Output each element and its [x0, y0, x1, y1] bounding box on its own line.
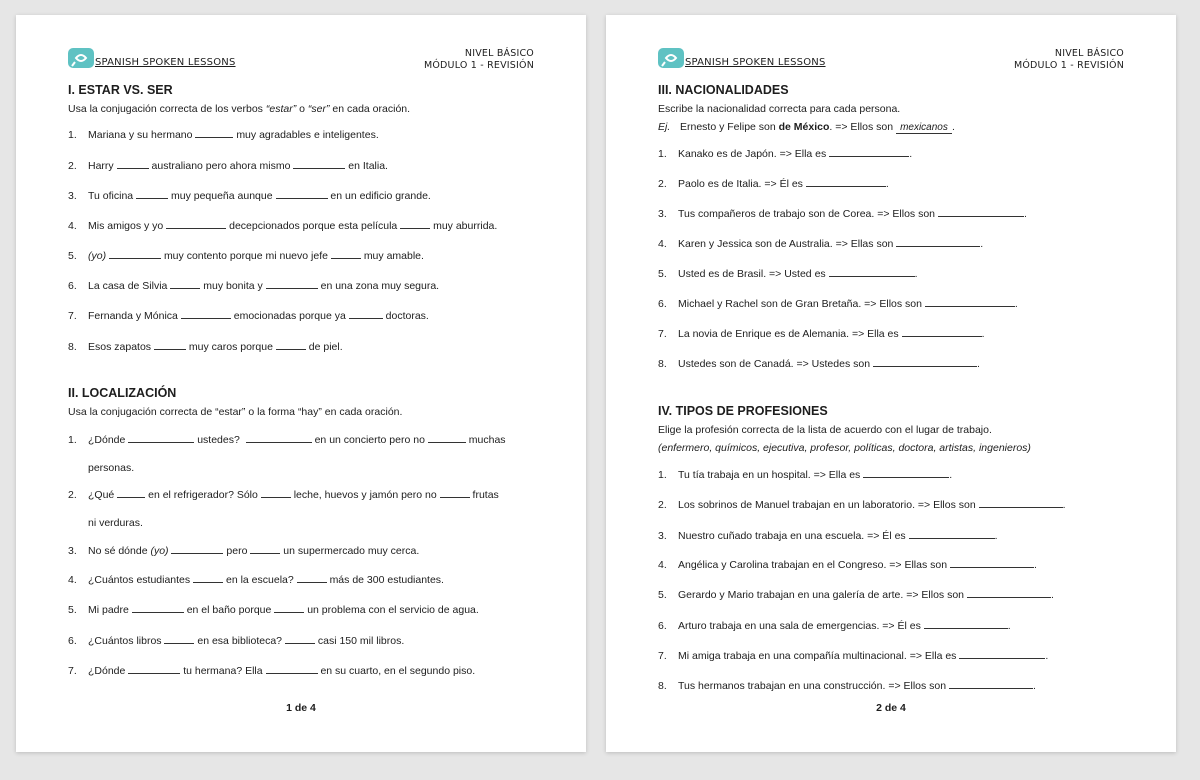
- section-title: IV. TIPOS DE PROFESIONES: [658, 404, 828, 418]
- question-text: en esa biblioteca?: [197, 635, 283, 647]
- question-item: [68, 159, 388, 172]
- question-text: Angélica y Carolina trabajan en el Congreso. => Ellas son: [678, 559, 948, 571]
- question-text: tu hermana? Ella: [183, 665, 263, 677]
- question-number: 2.: [68, 489, 77, 501]
- page-number: 1 de 4: [286, 702, 316, 714]
- question-number: 7.: [68, 310, 77, 322]
- question-text: casi 150 mil libros.: [317, 635, 405, 647]
- question-item: [68, 664, 475, 677]
- question-number: 3.: [658, 208, 667, 220]
- question-number: 6.: [68, 635, 77, 647]
- instr-text: “estar”: [265, 103, 297, 115]
- answer-blank[interactable]: [331, 249, 361, 259]
- section-title: I. ESTAR VS. SER: [68, 83, 173, 97]
- question-text: muy amable.: [363, 250, 424, 262]
- question-item: 5. Gerardo y Mario trabajan en una galería de arte. => Ellos son .: [658, 589, 1054, 601]
- question-text: en su cuarto, en el segundo piso.: [320, 665, 476, 677]
- answer-blank[interactable]: [829, 147, 909, 157]
- answer-blank[interactable]: [400, 219, 430, 229]
- answer-blank[interactable]: [171, 544, 223, 554]
- answer-blank[interactable]: [902, 327, 982, 337]
- question-text: un supermercado muy cerca.: [283, 545, 420, 557]
- question-text: ¿Cuántos estudiantes: [88, 574, 191, 586]
- answer-blank[interactable]: [806, 177, 886, 187]
- question-text: Michael y Rachel son de Gran Bretaña. => Ellos son: [678, 298, 922, 310]
- question-number: 1.: [658, 148, 667, 160]
- section-instructions: Usa la conjugación correcta de “estar” o la forma “hay” en cada oración.: [68, 406, 403, 418]
- question-item: [68, 634, 404, 647]
- question-text: muy aburrida.: [433, 220, 498, 232]
- question-number: 1.: [68, 129, 77, 141]
- question-number: 2.: [658, 178, 667, 190]
- question-text: Nuestro cuñado trabaja en una escuela. => Él es: [678, 530, 906, 542]
- question-item: [68, 128, 379, 141]
- question-item: [68, 249, 424, 262]
- question-text: Karen y Jessica son de Australia. => Ellas son: [678, 238, 894, 250]
- instr-text: Usa la conjugación correcta de los verbos: [68, 103, 266, 115]
- answer-blank[interactable]: [109, 249, 161, 259]
- question-item: [68, 219, 497, 232]
- question-text: No sé dónde: [88, 545, 148, 557]
- question-text: doctoras.: [385, 310, 429, 322]
- question-text: muy pequeña aunque: [170, 190, 273, 202]
- answer-blank[interactable]: [276, 189, 328, 199]
- question-item: 3. Tus compañeros de trabajo son de Corea. => Ellos son .: [658, 208, 1027, 220]
- question-text: Mis amigos y yo: [88, 220, 164, 232]
- answer-blank[interactable]: [117, 488, 145, 498]
- section-title: II. LOCALIZACIÓN: [68, 386, 177, 400]
- question-number: 2.: [68, 160, 77, 172]
- question-item: [68, 573, 444, 586]
- level-label: NIVEL BÁSICO: [464, 48, 534, 59]
- answer-blank[interactable]: [285, 634, 315, 644]
- question-text: Arturo trabaja en una sala de emergencias. => Él es: [678, 620, 921, 632]
- answer-blank[interactable]: [128, 664, 180, 674]
- question-text: en un concierto pero no: [314, 434, 425, 446]
- question-number: 5.: [68, 250, 77, 262]
- question-item: [68, 279, 439, 292]
- question-text: en el refrigerador? Sólo: [148, 489, 258, 501]
- answer-blank[interactable]: [949, 679, 1033, 689]
- question-text: (yo): [150, 545, 169, 557]
- answer-blank[interactable]: [193, 573, 223, 583]
- question-text: frutas: [472, 489, 499, 501]
- answer-blank[interactable]: [274, 603, 304, 613]
- question-number: 7.: [658, 328, 667, 340]
- question-number: 5.: [68, 604, 77, 616]
- question-text: en el baño porque: [186, 604, 272, 616]
- answer-blank[interactable]: [195, 128, 233, 138]
- profession-options: (enfermero, químicos, ejecutiva, profesor, políticas, doctora, artistas, ingenieros): [658, 442, 1031, 454]
- question-item: [68, 433, 506, 446]
- question-item: 6. Arturo trabaja en una sala de emergencias. => Él es .: [658, 620, 1011, 632]
- question-text: pero: [226, 545, 248, 557]
- question-text: Mi padre: [88, 604, 129, 616]
- question-text: muy contento porque mi nuevo jefe: [163, 250, 328, 262]
- worksheet-page-1: [16, 15, 586, 752]
- answer-blank[interactable]: [428, 433, 466, 443]
- question-number: 8.: [68, 341, 77, 353]
- question-text: un problema con el servicio de agua.: [307, 604, 479, 616]
- question-number: 3.: [658, 530, 667, 542]
- example-text: . => Ellos son: [829, 121, 894, 133]
- question-number: 5.: [658, 589, 667, 601]
- question-continuation: personas.: [88, 462, 135, 474]
- question-text: Ustedes son de Canadá. => Ustedes son: [678, 358, 871, 370]
- answer-blank[interactable]: [297, 573, 327, 583]
- instr-text: en cada oración.: [329, 103, 411, 115]
- question-text: Fernanda y Mónica: [88, 310, 178, 322]
- answer-blank[interactable]: [293, 159, 345, 169]
- example-item: Ej. Ernesto y Felipe son de México. => Ellos son mexicanos .: [658, 121, 955, 133]
- section-instructions: Escribe la nacionalidad correcta para cada persona.: [658, 103, 901, 115]
- page-number: 2 de 4: [876, 702, 906, 714]
- answer-blank[interactable]: [132, 603, 184, 613]
- question-number: 3.: [68, 190, 77, 202]
- brand-name: SPANISH SPOKEN LESSONS: [95, 57, 236, 68]
- question-number: 4.: [68, 574, 77, 586]
- answer-blank[interactable]: [266, 664, 318, 674]
- question-item: 4. Karen y Jessica son de Australia. => Ellas son .: [658, 238, 984, 250]
- question-text: muy agradables e inteligentes.: [236, 129, 379, 141]
- question-item: 7. La novia de Enrique es de Alemania. => Ella es .: [658, 328, 985, 340]
- question-text: Esos zapatos: [88, 341, 152, 353]
- question-text: decepcionados porque esta película: [229, 220, 398, 232]
- answer-blank[interactable]: [154, 340, 186, 350]
- question-item: [68, 340, 343, 353]
- question-text: ¿Dónde: [88, 665, 126, 677]
- header-level-module: [1014, 48, 1124, 72]
- question-item: [68, 544, 419, 557]
- answer-blank[interactable]: [950, 558, 1034, 568]
- question-number: 6.: [658, 620, 667, 632]
- answer-blank[interactable]: [924, 619, 1008, 629]
- question-item: 1. Tu tía trabaja en un hospital. => Ella es .: [658, 469, 953, 481]
- answer-blank[interactable]: [276, 340, 306, 350]
- question-text: muy caros porque: [188, 341, 273, 353]
- example-bold: de México: [778, 121, 830, 133]
- question-number: 6.: [658, 298, 667, 310]
- question-item: 8. Ustedes son de Canadá. => Ustedes son .: [658, 358, 980, 370]
- instr-text: o: [296, 103, 308, 115]
- question-text: Usted es de Brasil. => Usted es: [678, 268, 826, 280]
- question-text: Mi amiga trabaja en una compañía multinacional. => Ella es: [678, 650, 957, 662]
- level-label: NIVEL BÁSICO: [1054, 48, 1124, 59]
- question-text: emocionadas porque ya: [233, 310, 346, 322]
- answer-blank[interactable]: [967, 588, 1051, 598]
- question-text: Mariana y su hermano: [88, 129, 193, 141]
- question-text: Gerardo y Mario trabajan en una galería de arte. => Ellos son: [678, 589, 965, 601]
- question-text: australiano pero ahora mismo: [151, 160, 291, 172]
- answer-blank[interactable]: [250, 544, 280, 554]
- question-text: Tus hermanos trabajan en una construcción. => Ellos son: [678, 680, 947, 692]
- answer-blank[interactable]: [136, 189, 168, 199]
- module-label: MÓDULO 1 - REVISIÓN: [423, 60, 534, 71]
- answer-blank[interactable]: [117, 159, 149, 169]
- answer-blank[interactable]: [166, 219, 226, 229]
- question-text: en la escuela?: [226, 574, 294, 586]
- answer-blank[interactable]: [909, 529, 995, 539]
- section-instructions: Elige la profesión correcta de la lista de acuerdo con el lugar de trabajo.: [658, 424, 992, 436]
- question-number: 7.: [68, 665, 77, 677]
- question-number: 4.: [658, 559, 667, 571]
- answer-blank[interactable]: [863, 468, 949, 478]
- question-item: [68, 488, 499, 501]
- question-number: 1.: [68, 434, 77, 446]
- question-number: 4.: [658, 238, 667, 250]
- answer-blank[interactable]: [896, 237, 980, 247]
- answer-blank[interactable]: [181, 309, 231, 319]
- question-text: en Italia.: [348, 160, 388, 172]
- question-text: ¿Qué: [88, 489, 115, 501]
- question-item: 1. Kanako es de Japón. => Ella es .: [658, 148, 913, 160]
- page-header: [68, 48, 534, 82]
- answer-blank[interactable]: [829, 267, 915, 277]
- answer-blank[interactable]: [164, 634, 194, 644]
- question-item: 7. Mi amiga trabaja en una compañía multinacional. => Ella es .: [658, 650, 1049, 662]
- question-item: [68, 309, 429, 322]
- question-item: 8. Tus hermanos trabajan en una construcción. => Ellos son .: [658, 680, 1036, 692]
- chat-bubble-logo-icon: [658, 48, 684, 68]
- section-instructions: [68, 103, 410, 115]
- section-title: III. NACIONALIDADES: [658, 83, 789, 97]
- question-text: en un edificio grande.: [330, 190, 431, 202]
- chat-bubble-logo-icon: [68, 48, 94, 68]
- question-number: 7.: [658, 650, 667, 662]
- question-text: en una zona muy segura.: [320, 280, 440, 292]
- question-number: 5.: [658, 268, 667, 280]
- worksheet-page-2: [606, 15, 1176, 752]
- answer-blank[interactable]: [979, 498, 1063, 508]
- question-text: Tus compañeros de trabajo son de Corea. => Ellos son: [678, 208, 936, 220]
- question-text: leche, huevos y jamón pero no: [293, 489, 437, 501]
- question-item: 2. Los sobrinos de Manuel trabajan en un laboratorio. => Ellos son .: [658, 499, 1066, 511]
- question-number: 6.: [68, 280, 77, 292]
- answer-blank[interactable]: [873, 357, 977, 367]
- question-item: 6. Michael y Rachel son de Gran Bretaña. => Ellos son .: [658, 298, 1018, 310]
- answer-blank[interactable]: [266, 279, 318, 289]
- answer-blank[interactable]: [938, 207, 1024, 217]
- question-text: (yo): [88, 250, 107, 262]
- question-text: muy bonita y: [203, 280, 263, 292]
- question-item: [68, 189, 431, 202]
- question-text: Los sobrinos de Manuel trabajan en un laboratorio. => Ellos son: [678, 499, 976, 511]
- question-text: más de 300 estudiantes.: [329, 574, 444, 586]
- question-text: Harry: [88, 160, 114, 172]
- question-number: 1.: [658, 469, 667, 481]
- module-label: MÓDULO 1 - REVISIÓN: [1013, 60, 1124, 71]
- question-item: 5. Usted es de Brasil. => Usted es .: [658, 268, 918, 280]
- question-text: ¿Cuántos libros: [88, 635, 162, 647]
- question-number: 8.: [658, 680, 667, 692]
- question-text: Paolo es de Italia. => Él es: [678, 178, 803, 190]
- answer-blank[interactable]: [246, 433, 312, 443]
- question-number: 2.: [658, 499, 667, 511]
- question-text: Tu tía trabaja en un hospital. => Ella es: [678, 469, 861, 481]
- question-text: ustedes?: [197, 434, 240, 446]
- answer-blank[interactable]: [959, 649, 1045, 659]
- answer-blank[interactable]: [349, 309, 383, 319]
- example-label: Ej.: [658, 121, 671, 133]
- answer-blank[interactable]: [925, 297, 1015, 307]
- question-number: 8.: [658, 358, 667, 370]
- instr-text: “ser”: [307, 103, 330, 115]
- question-text: Kanako es de Japón. => Ella es: [678, 148, 827, 160]
- question-text: La novia de Enrique es de Alemania. => Ella es: [678, 328, 899, 340]
- page-header: [658, 48, 1124, 82]
- question-number: 3.: [68, 545, 77, 557]
- question-item: 4. Angélica y Carolina trabajan en el Congreso. => Ellas son .: [658, 559, 1037, 571]
- answer-blank[interactable]: [261, 488, 291, 498]
- question-item: 3. Nuestro cuñado trabaja en una escuela. => Él es .: [658, 530, 998, 542]
- answer-blank[interactable]: [170, 279, 200, 289]
- answer-blank[interactable]: [128, 433, 194, 443]
- brand-name: SPANISH SPOKEN LESSONS: [685, 57, 826, 68]
- question-item: [68, 603, 479, 616]
- example-answer: mexicanos: [896, 122, 952, 134]
- header-level-module: [424, 48, 534, 72]
- question-continuation: ni verduras.: [88, 517, 143, 529]
- question-number: 4.: [68, 220, 77, 232]
- question-text: ¿Dónde: [88, 434, 126, 446]
- question-text: de piel.: [308, 341, 343, 353]
- question-text: La casa de Silvia: [88, 280, 168, 292]
- question-item: 2. Paolo es de Italia. => Él es .: [658, 178, 889, 190]
- example-text: Ernesto y Felipe son: [680, 121, 779, 133]
- question-text: Tu oficina: [88, 190, 134, 202]
- question-text: muchas: [468, 434, 506, 446]
- answer-blank[interactable]: [440, 488, 470, 498]
